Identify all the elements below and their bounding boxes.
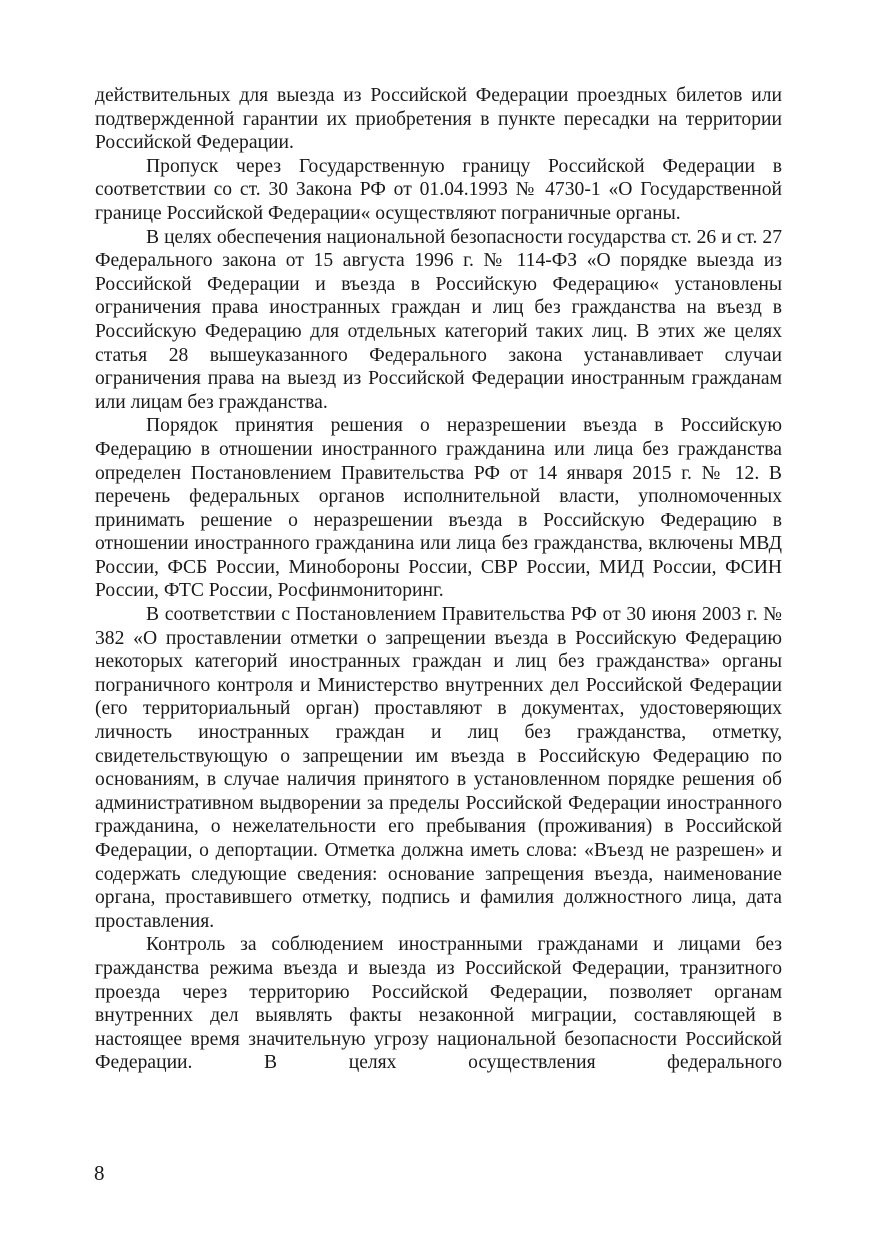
paragraph-entry-ban-mark: В соответствии с Постановлением Правительства РФ от 30 июня 2003 г. № 382 «О проставлении отметки о запрещении въезда в Российскую Федерацию некоторых категорий иностранных граждан и лиц без гражданства» органы пограничного контроля и Министерство внутренних дел Российской Федерации (его территориальный орган) проставляют в документах, удостоверяющих личность иностранных граждан и лиц без гражданства, отметку, свидетельствующую о запрещении им въезда в Российскую Федерацию по основаниям, в случае наличия принятого в установленном порядке решения об административном выдворении за пределы Российской Федерации иностранного гражданина, о нежелательности его пребывания (проживания) в Российской Федерации, о депортации. Отметка должна иметь слова: «Въезд не разрешен» и содержать следующие сведения: основание запрещения въезда, наименование органа, проставившего отметку, подпись и фамилия должностного лица, дата проставления.: [95, 604, 782, 932]
paragraph-continuation: действительных для выезда из Российской Федерации проездных билетов или подтвержденной гарантии их приобретения в пункте пересадки на территории Российской Федерации.: [95, 85, 782, 154]
paragraph-migration-control: Контроль за соблюдением иностранными гражданами и лицами без гражданства режима въезда и выезда из Российской Федерации, транзитного проезда через территорию Российской Федерации, позволяет органам внутренних дел выявлять факты незаконной миграции, составляющей в настоящее время значительную угрозу национальной безопасности Российской Федерации. В целях осуществления федерального: [95, 934, 782, 1074]
paragraph-border-crossing: Пропуск через Государственную границу Российской Федерации в соответствии со ст. 30 Закона РФ от 01.04.1993 № 4730-1 «О Государственной границе Российской Федерации« осуществляют пограничные органы.: [95, 155, 782, 224]
paragraph-entry-restrictions: В целях обеспечения национальной безопасности государства ст. 26 и ст. 27 Федерального закона от 15 августа 1996 г. № 114-ФЗ «О порядке выезда из Российской Федерации и въезда в Российскую Федерацию« установлены ограничения права иностранных граждан и лиц без гражданства на въезд в Российскую Федерацию для отдельных категорий таких лиц. В этих же целях статья 28 вышеуказанного Федерального закона устанавливает случаи ограничения права на выезд из Российской Федерации иностранным гражданам или лицам без гражданства.: [95, 226, 782, 413]
page-number: 8: [94, 1161, 105, 1185]
paragraph-decision-procedure: Порядок принятия решения о неразрешении въезда в Российскую Федерацию в отношении иностранного гражданина или лица без гражданства определен Постановлением Правительства РФ от 14 января 2015 г. № 12. В перечень федеральных органов исполнительной власти, уполномоченных принимать решение о неразрешении въезда в Российскую Федерацию в отношении иностранного гражданина или лица без гражданства, включены МВД России, ФСБ России, Минобороны России, СВР России, МИД России, ФСИН России, ФТС России, Росфинмониторинг.: [95, 415, 782, 602]
document-page: [95, 84, 782, 1075]
